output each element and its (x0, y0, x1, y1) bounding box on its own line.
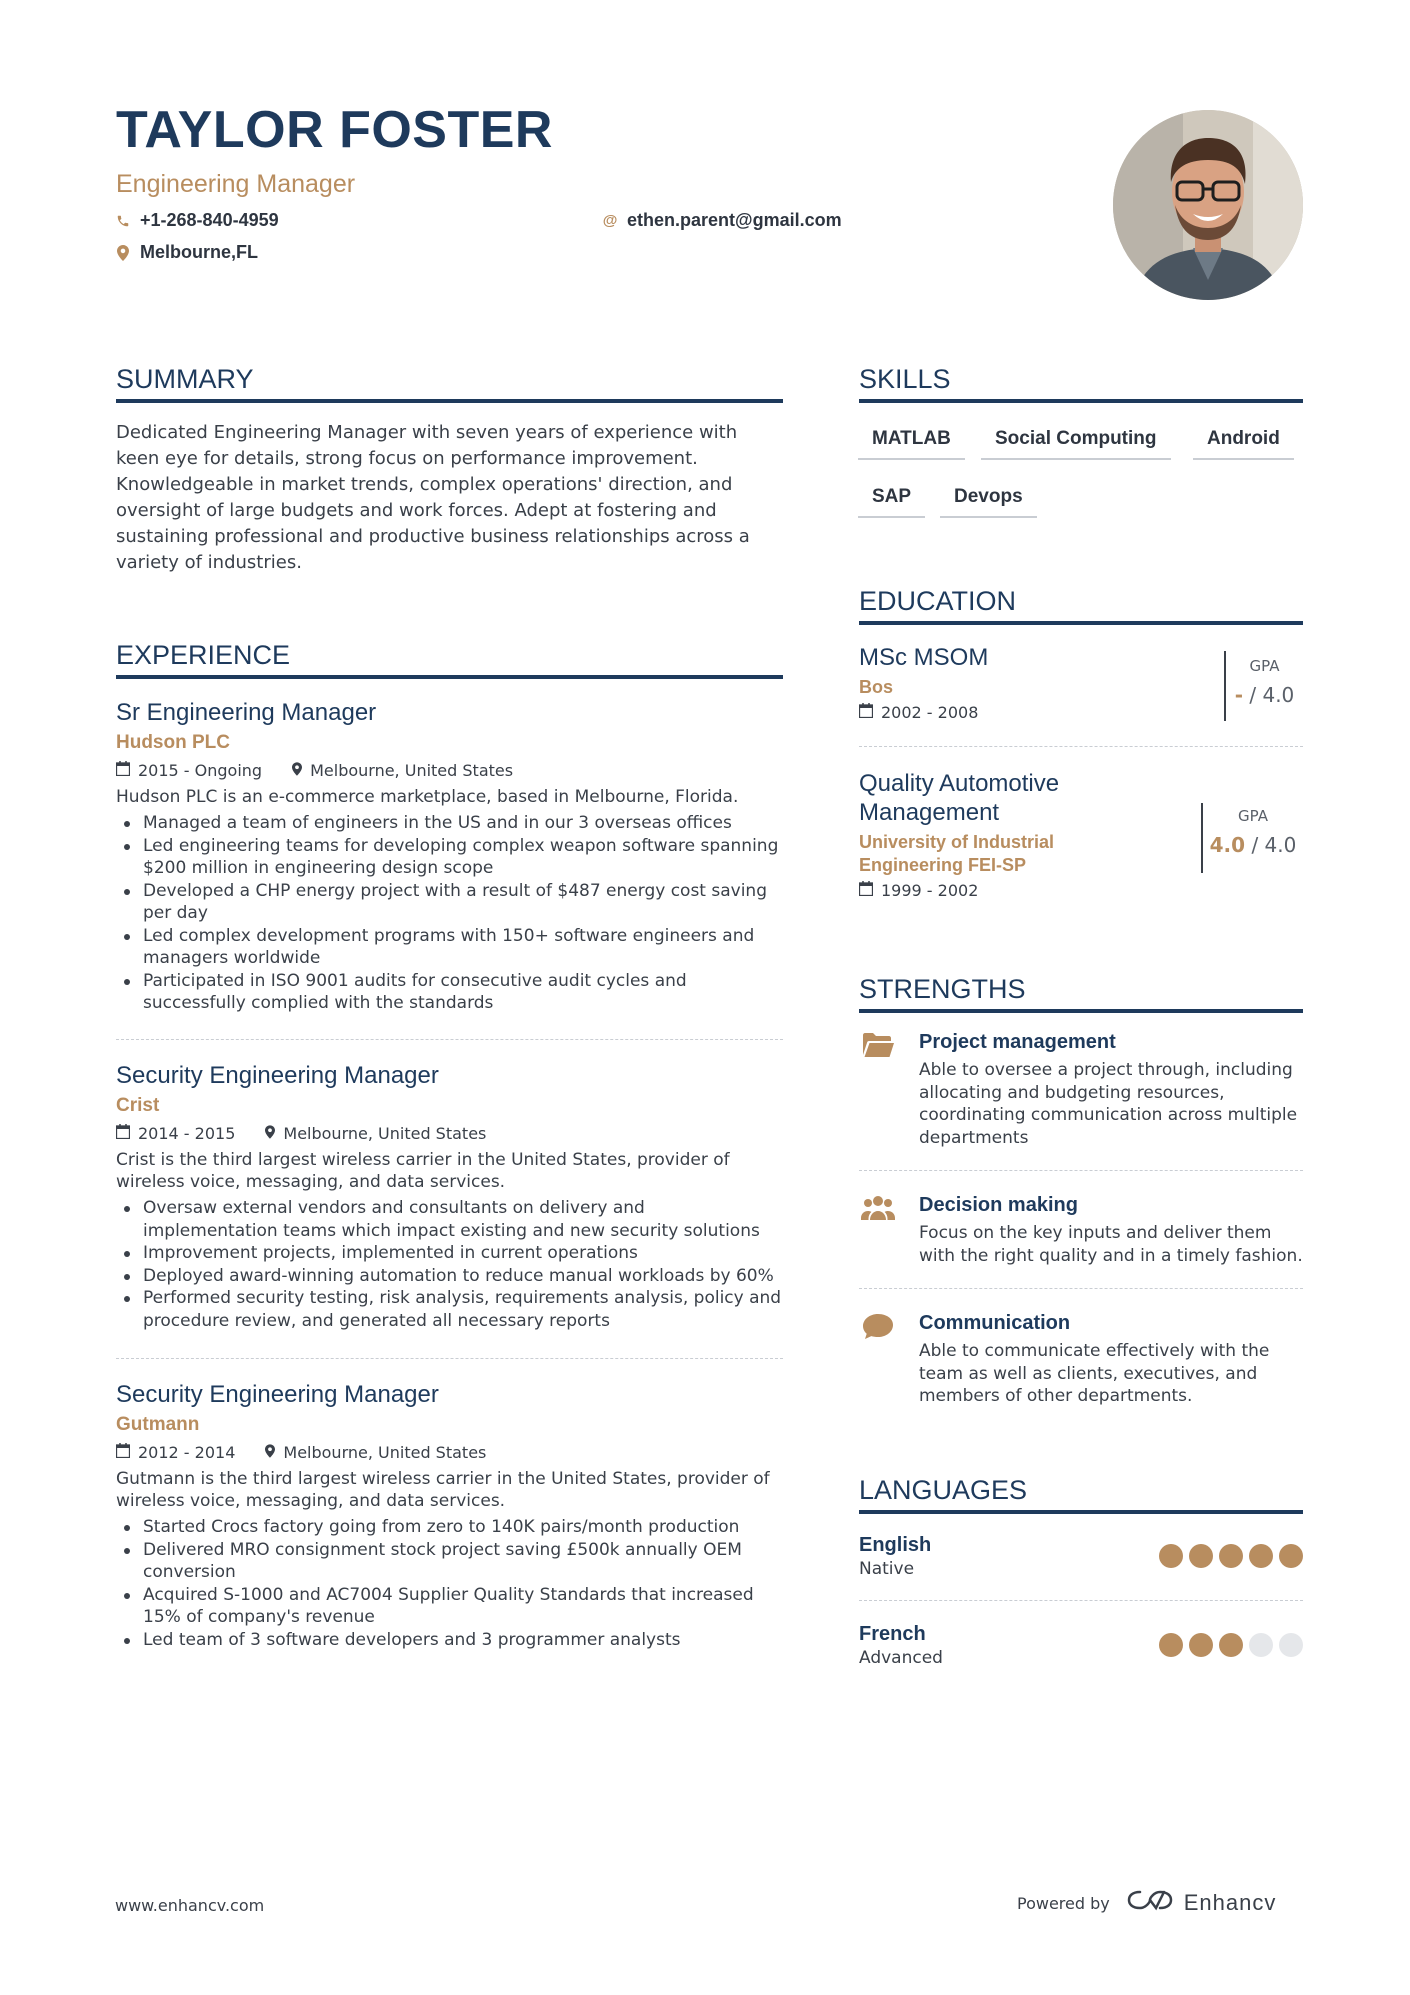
job-bullet: Developed a CHP energy project with a result of $487 energy cost saving per day (116, 880, 783, 925)
job-title: Sr Engineering Manager (116, 699, 377, 726)
map-pin-icon (265, 1442, 275, 1464)
gpa-score: - (1234, 683, 1244, 707)
phone-text: +1-268-840-4959 (140, 210, 279, 230)
section-divider (116, 1039, 783, 1040)
job-meta (116, 760, 783, 782)
experience-item (116, 698, 783, 1015)
experience-item (116, 1061, 783, 1332)
rating-dot-empty (1279, 1633, 1303, 1657)
education-date-text: 2002 - 2008 (881, 703, 979, 722)
gpa-box (1201, 803, 1303, 873)
job-description: Hudson PLC is an e-commerce marketplace, based in Melbourne, Florida. (116, 787, 739, 807)
job-bullet: Improvement projects, implemented in current operations (116, 1242, 783, 1265)
gpa-value (1226, 683, 1303, 707)
job-bullet: Started Crocs factory going from zero to 140K pairs/month production (116, 1516, 783, 1539)
rating-dot-filled (1279, 1544, 1303, 1568)
job-bullet: Deployed award-winning automation to reduce manual workloads by 60% (116, 1265, 783, 1288)
strengths-heading: STRENGTHS (859, 974, 1303, 1013)
contact-phone[interactable] (116, 210, 279, 231)
education-heading: EDUCATION (859, 586, 1303, 625)
section-divider (859, 1600, 1303, 1601)
strength-description: Able to oversee a project through, including allocating and budgeting resources, coordinating communication across multiple departments (919, 1060, 1298, 1148)
gpa-max: / 4.0 (1251, 833, 1297, 857)
rating-dot-filled (1189, 1544, 1213, 1568)
skill-tag: MATLAB (858, 428, 965, 460)
rating-dot-filled (1189, 1633, 1213, 1657)
comment-icon (861, 1312, 897, 1342)
section-divider (859, 1288, 1303, 1289)
job-bullet: Participated in ISO 9001 audits for consecutive audit cycles and successfully complied with the standards (116, 970, 783, 1015)
job-bullet: Oversaw external vendors and consultants on delivery and implementation teams which impact existing and new security solutions (116, 1197, 783, 1242)
school: Bos (859, 677, 894, 697)
email-text: ethen.parent@gmail.com (627, 210, 842, 230)
job-bullet: Performed security testing, risk analysis, requirements analysis, policy and procedure review, and generated all necessary reports (116, 1287, 783, 1332)
job-dates: 2014 - 2015 (138, 1124, 236, 1143)
folder-open-icon (861, 1031, 897, 1061)
calendar-icon (116, 1442, 130, 1464)
candidate-name: TAYLOR FOSTER (116, 101, 553, 159)
job-bullet: Led team of 3 software developers and 3 programmer analysts (116, 1629, 783, 1652)
section-divider (859, 1170, 1303, 1171)
company-name: Hudson PLC (116, 732, 230, 753)
rating-dot-empty (1249, 1633, 1273, 1657)
location-text: Melbourne,FL (140, 242, 258, 262)
phone-icon (116, 213, 130, 229)
skills-heading: SKILLS (859, 364, 1303, 403)
language-name: English (859, 1534, 932, 1556)
footer-branding (1017, 1888, 1276, 1918)
enhancv-logo-icon (1126, 1888, 1174, 1918)
language-item (859, 1534, 1303, 1579)
language-name: French (859, 1623, 926, 1645)
skill-tag: Android (1193, 428, 1294, 460)
contact-email[interactable] (603, 210, 842, 231)
strength-item (859, 1192, 1303, 1267)
job-meta (116, 1442, 783, 1464)
strength-description: Focus on the key inputs and deliver them with the right quality and in a timely fashion. (919, 1223, 1303, 1266)
job-bullet: Managed a team of engineers in the US and in our 3 overseas offices (116, 812, 783, 835)
job-title: Security Engineering Manager (116, 1381, 439, 1408)
rating-dot-filled (1159, 1544, 1183, 1568)
section-divider (859, 746, 1303, 747)
skill-tag: SAP (858, 486, 925, 518)
job-bullet: Led complex development programs with 150+ software engineers and managers worldwide (116, 925, 783, 970)
job-description: Gutmann is the third largest wireless carrier in the United States, provider of wireless voice, messaging, and data services. (116, 1469, 770, 1511)
map-pin-icon (265, 1123, 275, 1145)
degree: MSc MSOM (859, 644, 989, 671)
education-date-text: 1999 - 2002 (881, 881, 979, 900)
skill-tag: Social Computing (981, 428, 1171, 460)
rating-dot-filled (1219, 1633, 1243, 1657)
gpa-score: 4.0 (1209, 833, 1246, 857)
candidate-title: Engineering Manager (116, 170, 356, 198)
calendar-icon (859, 881, 873, 900)
degree: Quality Automotive Management (859, 770, 1060, 826)
at-icon: @ (602, 212, 618, 229)
strength-description: Able to communicate effectively with the team as well as clients, executives, and members of other departments. (919, 1341, 1270, 1406)
strength-item (859, 1029, 1303, 1149)
job-dates: 2015 - Ongoing (138, 761, 263, 780)
strength-title: Decision making (919, 1194, 1078, 1216)
strength-title: Communication (919, 1312, 1071, 1334)
gpa-max: / 4.0 (1249, 683, 1295, 707)
users-icon (861, 1194, 897, 1224)
summary-heading: SUMMARY (116, 364, 783, 403)
rating-dot-filled (1159, 1633, 1183, 1657)
job-description: Crist is the third largest wireless carrier in the United States, provider of wireless voice, messaging, and data services. (116, 1150, 730, 1192)
language-level: Native (859, 1559, 915, 1579)
skill-tag: Devops (940, 486, 1037, 518)
experience-heading: EXPERIENCE (116, 640, 783, 679)
powered-by-text: Powered by (1017, 1893, 1110, 1913)
language-rating (1159, 1544, 1303, 1568)
calendar-icon (116, 1123, 130, 1145)
rating-dot-filled (1219, 1544, 1243, 1568)
language-level: Advanced (859, 1648, 943, 1668)
job-bullet: Delivered MRO consignment stock project saving £500k annually OEM conversion (116, 1539, 783, 1584)
strength-item (859, 1310, 1303, 1408)
job-title: Security Engineering Manager (116, 1062, 439, 1089)
job-location: Melbourne, United States (310, 761, 514, 780)
strength-title: Project management (919, 1031, 1116, 1053)
job-bullets (116, 812, 783, 1015)
gpa-box (1224, 651, 1303, 721)
company-name: Gutmann (116, 1414, 200, 1435)
footer-website[interactable]: www.enhancv.com (115, 1896, 265, 1915)
section-divider (116, 1358, 783, 1359)
experience-item (116, 1380, 783, 1651)
brand-logo[interactable] (1126, 1888, 1277, 1918)
language-item (859, 1623, 1303, 1668)
summary-text: Dedicated Engineering Manager with seven years of experience with keen eye for details, strong focus on performance improvement. Knowledgeable in market trends, complex operations' direction, and oversight of large budgets and work forces. Adept at fostering and sustaining professional and productive business relationships across a variety of industries. (116, 422, 750, 573)
rating-dot-filled (1249, 1544, 1273, 1568)
languages-heading: LANGUAGES (859, 1475, 1303, 1514)
calendar-icon (859, 703, 873, 722)
contact-location (116, 242, 258, 263)
calendar-icon (116, 760, 130, 782)
brand-name: Enhancv (1183, 1890, 1277, 1915)
job-bullet: Led engineering teams for developing complex weapon software spanning $200 million in engineering design scope (116, 835, 783, 880)
job-location: Melbourne, United States (283, 1124, 487, 1143)
job-dates: 2012 - 2014 (138, 1443, 236, 1462)
job-location: Melbourne, United States (283, 1443, 487, 1462)
job-meta (116, 1123, 783, 1145)
language-rating (1159, 1633, 1303, 1657)
company-name: Crist (116, 1095, 160, 1116)
gpa-label: GPA (1249, 657, 1280, 675)
map-pin-icon (116, 245, 130, 261)
profile-photo (1113, 110, 1303, 300)
map-pin-icon (292, 760, 302, 782)
gpa-label: GPA (1238, 807, 1268, 825)
education-dates (859, 881, 1303, 900)
school: University of Industrial Engineering FEI-SP (859, 832, 1055, 875)
gpa-value (1203, 833, 1303, 857)
job-bullet: Acquired S-1000 and AC7004 Supplier Quality Standards that increased 15% of company's revenue (116, 1584, 783, 1629)
job-bullets (116, 1516, 783, 1651)
job-bullets (116, 1197, 783, 1332)
